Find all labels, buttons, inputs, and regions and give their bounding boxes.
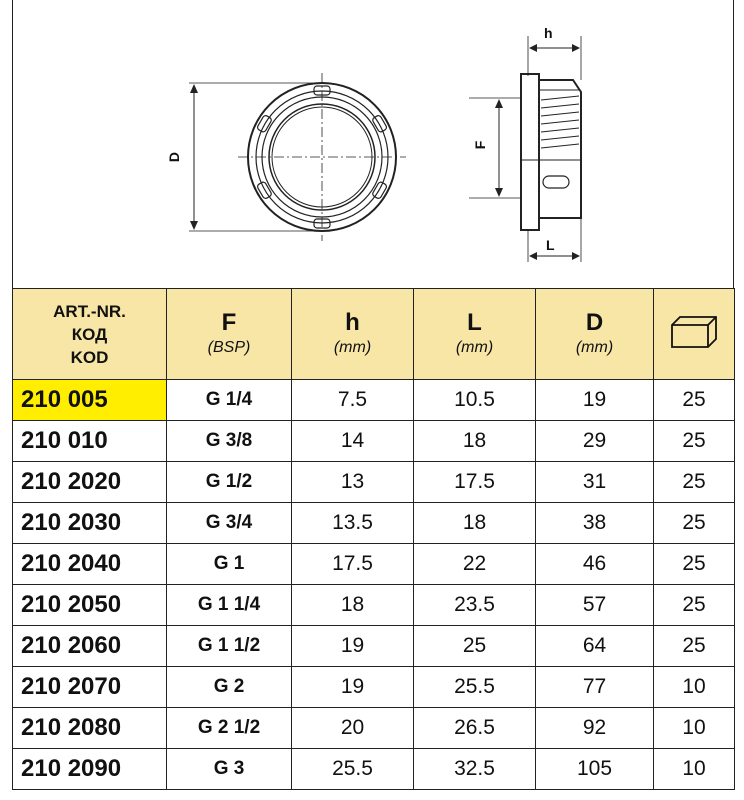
header-art-line2: КОД: [71, 324, 108, 344]
table-row: [13, 749, 735, 790]
cell-code: 210 2080: [13, 708, 167, 749]
cell-l: 17.5: [414, 462, 536, 503]
cell-thread: G 3/4: [167, 503, 292, 544]
table-header-row: [13, 289, 735, 380]
dim-h-label: h: [544, 25, 553, 41]
cell-thread: G 1: [167, 544, 292, 585]
cell-h: 13: [292, 462, 414, 503]
header-d: [536, 289, 654, 380]
table-row: [13, 462, 735, 503]
cell-h: 7.5: [292, 380, 414, 421]
header-d-sub: (mm): [575, 339, 614, 356]
cell-code: 210 2070: [13, 667, 167, 708]
header-art-nr: [13, 289, 167, 380]
cell-d: 64: [536, 626, 654, 667]
header-f-sub: (BSP): [207, 339, 251, 356]
cell-d: 77: [536, 667, 654, 708]
cell-thread: G 1/4: [167, 380, 292, 421]
cell-code: 210 010: [13, 421, 167, 462]
cell-h: 14: [292, 421, 414, 462]
cell-h: 20: [292, 708, 414, 749]
cell-l: 22: [414, 544, 536, 585]
header-l-sub: (mm): [455, 339, 494, 356]
cell-thread: G 2: [167, 667, 292, 708]
cell-d: 19: [536, 380, 654, 421]
cell-l: 32.5: [414, 749, 536, 790]
technical-drawing: [12, 0, 734, 288]
cell-l: 18: [414, 503, 536, 544]
cell-d: 105: [536, 749, 654, 790]
cell-h: 19: [292, 667, 414, 708]
cell-qty: 25: [654, 503, 735, 544]
cell-thread: G 2 1/2: [167, 708, 292, 749]
cell-thread: G 1 1/2: [167, 626, 292, 667]
cell-qty: 25: [654, 462, 735, 503]
header-h-sub: (mm): [333, 339, 372, 356]
cell-l: 10.5: [414, 380, 536, 421]
cell-d: 38: [536, 503, 654, 544]
drawing-canvas: [13, 0, 732, 288]
table-row: [13, 421, 735, 462]
cell-l: 25: [414, 626, 536, 667]
header-f: [167, 289, 292, 380]
cell-qty: 25: [654, 585, 735, 626]
header-l: [414, 289, 536, 380]
cell-qty: 25: [654, 544, 735, 585]
table-row: [13, 380, 735, 421]
front-view: [189, 73, 406, 241]
cell-qty: 25: [654, 380, 735, 421]
cell-code: 210 2040: [13, 544, 167, 585]
cell-qty: 10: [654, 708, 735, 749]
header-art-line1: ART.-NR.: [53, 301, 126, 321]
header-art-line3: KOD: [70, 347, 109, 367]
dimensions-table: [12, 288, 735, 790]
cell-qty: 25: [654, 421, 735, 462]
table-row: [13, 626, 735, 667]
cell-d: 57: [536, 585, 654, 626]
cell-qty: 25: [654, 626, 735, 667]
cell-qty: 10: [654, 749, 735, 790]
cell-code: 210 2050: [13, 585, 167, 626]
cell-code: 210 2030: [13, 503, 167, 544]
cell-l: 18: [414, 421, 536, 462]
cell-code: 210 2060: [13, 626, 167, 667]
cell-l: 26.5: [414, 708, 536, 749]
cell-h: 25.5: [292, 749, 414, 790]
cell-qty: 10: [654, 667, 735, 708]
cell-h: 19: [292, 626, 414, 667]
cell-code: 210 005: [13, 380, 167, 421]
header-h: [292, 289, 414, 380]
header-pack: [654, 289, 735, 380]
cell-thread: G 1 1/4: [167, 585, 292, 626]
cell-h: 13.5: [292, 503, 414, 544]
cell-h: 17.5: [292, 544, 414, 585]
cell-code: 210 2090: [13, 749, 167, 790]
dim-l-label: L: [546, 237, 555, 253]
dim-d-label: D: [166, 151, 182, 163]
table-row: [13, 585, 735, 626]
cell-d: 46: [536, 544, 654, 585]
header-h-main: h: [345, 309, 360, 336]
dim-f-label: F: [472, 140, 488, 150]
cell-thread: G 3/8: [167, 421, 292, 462]
cell-l: 23.5: [414, 585, 536, 626]
box-icon: [669, 314, 719, 350]
cell-thread: G 3: [167, 749, 292, 790]
header-l-main: L: [467, 309, 482, 336]
cell-d: 31: [536, 462, 654, 503]
cell-code: 210 2020: [13, 462, 167, 503]
header-d-main: D: [585, 309, 604, 336]
cell-l: 25.5: [414, 667, 536, 708]
cell-d: 29: [536, 421, 654, 462]
header-f-main: F: [221, 309, 237, 336]
cell-h: 18: [292, 585, 414, 626]
cell-thread: G 1/2: [167, 462, 292, 503]
table-row: [13, 503, 735, 544]
cell-d: 92: [536, 708, 654, 749]
table-row: [13, 708, 735, 749]
table-row: [13, 667, 735, 708]
table-row: [13, 544, 735, 585]
